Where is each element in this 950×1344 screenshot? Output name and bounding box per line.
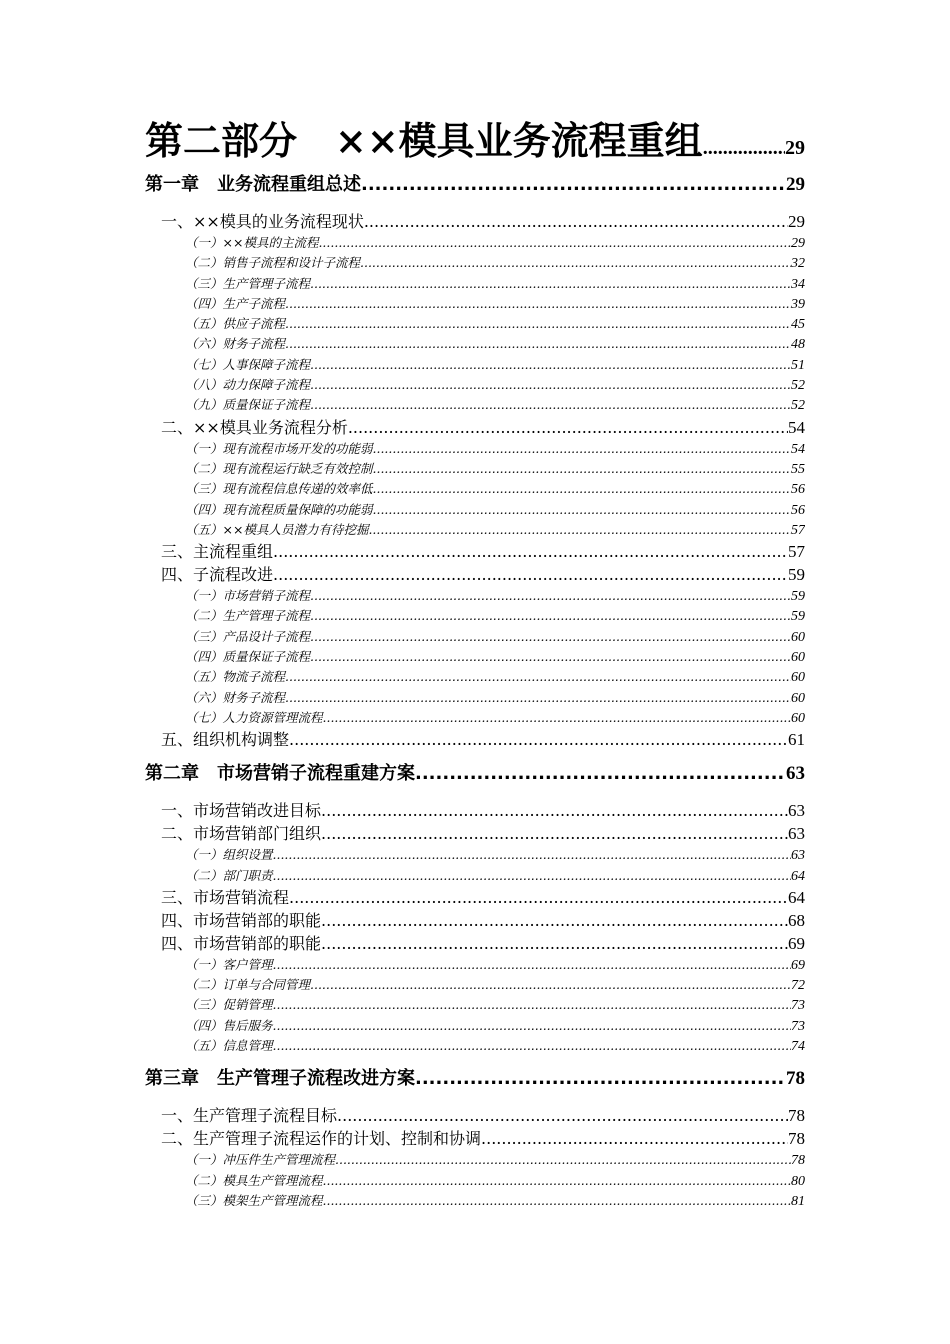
toc-section-page: 78 [788,1106,805,1126]
toc-subsection-title: （二）现有流程运行缺乏有效控制 [185,460,373,476]
toc-part-title: 第二部分 ××模具业务流程重组 [145,118,703,163]
toc-subsection[interactable] [145,1036,805,1056]
toc-section[interactable] [145,1127,805,1150]
toc-leader-dots [273,845,791,865]
toc-leader-dots [273,866,791,886]
toc-leader-dots [273,955,791,975]
toc-subsection-title: （三）模架生产管理流程 [185,1192,323,1208]
toc-subsection[interactable] [145,975,805,995]
toc-subsection-title: （五）××模具人员潜力有待挖掘 [185,521,369,537]
toc-chapter-page: 63 [786,763,805,785]
toc-section[interactable] [145,886,805,909]
toc-subsection-title: （五）物流子流程 [185,669,286,685]
toc-subsection-title: （一）现有流程市场开发的功能弱 [185,440,373,456]
toc-leader-dots [703,119,785,170]
toc-subsection-title: （三）产品设计子流程 [185,628,311,644]
toc-chapter-title: 第一章 业务流程重组总述 [145,174,361,195]
toc-leader-dots [373,479,791,499]
toc-leader-dots [310,647,791,667]
toc-subsection[interactable] [145,667,805,687]
toc-subsection-page: 48 [791,337,805,353]
toc-subsection-title: （一）冲压件生产管理流程 [185,1152,336,1168]
toc-subsection-title: （四）现有流程质量保障的功能弱 [185,501,373,517]
toc-section[interactable] [145,799,805,822]
toc-subsection-page: 72 [791,978,805,994]
toc-subsection[interactable] [145,627,805,647]
toc-subsection-page: 60 [791,629,805,645]
toc-subsection-page: 81 [791,1193,805,1209]
toc-subsection[interactable] [145,688,805,708]
toc-subsection-title: （一）××模具的主流程 [185,235,319,250]
toc-section-title: 五、组织机构调整 [161,730,290,750]
toc-subsection-title: （八）动力保障子流程 [185,377,311,393]
toc-section-title: 四、市场营销部的职能 [161,910,322,930]
toc-leader-dots [310,586,791,606]
toc-subsection-page: 54 [791,441,805,457]
toc-subsection-title: （二）订单与合同管理 [185,977,311,993]
toc-subsection-page: 63 [791,848,805,864]
toc-subsection-page: 59 [791,609,805,625]
toc-leader-dots [323,1171,791,1191]
toc-section-page: 61 [788,730,805,750]
table-of-contents [145,112,805,1211]
toc-subsection[interactable] [145,606,805,626]
toc-chapter-page: 29 [786,174,805,195]
toc-subsection-page: 73 [791,1018,805,1034]
toc-leader-dots [285,667,791,687]
toc-subsection[interactable] [145,1016,805,1036]
toc-section-page: 63 [788,824,805,844]
toc-leader-dots [348,416,788,439]
toc-subsection-title: （七）人力资源管理流程 [185,709,323,725]
toc-subsection-title: （九）质量保证子流程 [185,397,311,413]
toc-leader-dots [321,799,788,822]
toc-part-heading[interactable] [145,112,805,170]
toc-leader-dots [364,210,788,233]
toc-subsection[interactable] [145,233,805,253]
toc-leader-dots [415,759,786,789]
toc-leader-dots [318,233,791,253]
toc-subsection-title: （四）质量保证子流程 [185,649,311,665]
toc-leader-dots [310,375,791,395]
toc-subsection-title: （六）财务子流程 [185,689,286,705]
toc-subsection[interactable] [145,647,805,667]
toc-subsection-page: 73 [791,998,805,1014]
toc-leader-dots [310,395,791,415]
toc-section-title: 一、生产管理子流程目标 [161,1106,338,1126]
toc-chapter-page: 78 [786,1068,805,1090]
toc-subsection-page: 80 [791,1173,805,1189]
toc-subsection[interactable] [145,866,805,886]
toc-leader-dots [415,1064,786,1094]
toc-leader-dots [273,1016,791,1036]
toc-subsection-page: 45 [791,317,805,333]
toc-subsection-title: （三）现有流程信息传递的效率低 [185,481,373,497]
toc-leader-dots [289,886,788,909]
toc-subsection[interactable] [145,355,805,375]
toc-subsection-page: 74 [791,1039,805,1055]
toc-leader-dots [323,708,791,728]
toc-subsection-title: （二）生产管理子流程 [185,608,311,624]
toc-subsection[interactable] [145,253,805,273]
toc-subsection[interactable] [145,1150,805,1170]
toc-subsection[interactable] [145,520,805,540]
toc-section[interactable] [145,416,805,439]
toc-section-page: 54 [788,417,805,437]
toc-subsection[interactable] [145,294,805,314]
toc-subsection-page: 52 [791,398,805,414]
toc-leader-dots [310,355,791,375]
toc-subsection-page: 29 [791,236,805,251]
toc-subsection[interactable] [145,334,805,354]
toc-chapter[interactable] [145,759,805,789]
toc-leader-dots [368,520,791,540]
toc-subsection[interactable] [145,995,805,1015]
toc-subsection-page: 56 [791,502,805,518]
toc-subsection[interactable] [145,586,805,606]
toc-leader-dots [285,334,791,354]
toc-subsection-page: 64 [791,868,805,884]
toc-subsection-title: （三）促销管理 [185,997,273,1013]
toc-leader-dots [285,314,791,334]
toc-subsection-title: （一）组织设置 [185,847,273,863]
toc-subsection-page: 57 [791,522,805,538]
toc-section[interactable] [145,728,805,751]
toc-leader-dots [481,1127,788,1150]
toc-subsection[interactable] [145,708,805,728]
toc-subsection-page: 69 [791,957,805,973]
toc-subsection-title: （二）模具生产管理流程 [185,1172,323,1188]
toc-subsection-title: （一）客户管理 [185,956,273,972]
toc-subsection[interactable] [145,459,805,479]
toc-subsection[interactable] [145,439,805,459]
toc-subsection-page: 34 [791,276,805,292]
toc-subsection-title: （六）财务子流程 [185,336,286,352]
toc-subsection[interactable] [145,500,805,520]
toc-section-page: 29 [788,212,805,231]
toc-subsection[interactable] [145,274,805,294]
toc-section-title: 一、××模具的业务流程现状 [161,212,364,231]
toc-section[interactable] [145,932,805,955]
toc-leader-dots [289,728,788,751]
toc-leader-dots [273,540,788,563]
toc-subsection-page: 56 [791,482,805,498]
toc-section-page: 57 [788,542,805,562]
toc-subsection-page: 60 [791,650,805,666]
toc-subsection-title: （七）人事保障子流程 [185,356,311,372]
toc-section[interactable] [145,563,805,586]
toc-leader-dots [321,909,788,932]
toc-section-title: 三、市场营销流程 [161,887,290,907]
toc-section[interactable] [145,909,805,932]
toc-section[interactable] [145,1104,805,1127]
toc-subsection[interactable] [145,1191,805,1211]
toc-chapter-title: 第三章 生产管理子流程改进方案 [145,1068,415,1090]
toc-subsection-title: （五）供应子流程 [185,316,286,332]
toc-leader-dots [310,606,791,626]
toc-subsection[interactable] [145,375,805,395]
toc-leader-dots [337,1104,788,1127]
toc-subsection-title: （五）信息管理 [185,1038,273,1054]
toc-leader-dots [373,459,791,479]
toc-subsection[interactable] [145,479,805,499]
toc-subsection[interactable] [145,845,805,865]
toc-chapter[interactable] [145,1064,805,1094]
toc-subsection-title: （一）市场营销子流程 [185,588,311,604]
toc-leader-dots [285,294,791,314]
toc-leader-dots [310,975,791,995]
toc-section-page: 68 [788,910,805,930]
toc-leader-dots [373,439,791,459]
toc-section-page: 69 [788,933,805,953]
toc-subsection-page: 78 [791,1153,805,1169]
toc-leader-dots [321,822,788,845]
toc-subsection-title: （四）生产子流程 [185,295,286,311]
toc-subsection-page: 39 [791,296,805,312]
toc-leader-dots [273,563,788,586]
toc-section-title: 二、市场营销部门组织 [161,824,322,844]
toc-section-title: 二、××模具业务流程分析 [161,417,348,437]
toc-section-page: 78 [788,1129,805,1149]
toc-subsection-page: 55 [791,461,805,477]
toc-subsection-page: 51 [791,357,805,373]
toc-leader-dots [361,170,786,200]
toc-subsection-title: （四）售后服务 [185,1017,273,1033]
toc-subsection-page: 60 [791,690,805,706]
toc-subsection-page: 32 [791,256,805,272]
toc-part-page: 29 [785,137,805,159]
toc-section-title: 四、市场营销部的职能 [161,933,322,953]
toc-leader-dots [273,1036,791,1056]
toc-section-title: 二、生产管理子流程运作的计划、控制和协调 [161,1129,482,1149]
toc-section[interactable] [145,210,805,233]
toc-leader-dots [273,995,791,1015]
toc-section[interactable] [145,822,805,845]
toc-leader-dots [285,688,791,708]
toc-subsection[interactable] [145,395,805,415]
toc-subsection[interactable] [145,314,805,334]
toc-subsection[interactable] [145,1171,805,1191]
toc-leader-dots [323,1191,791,1211]
toc-leader-dots [335,1150,791,1170]
toc-chapter[interactable] [145,170,805,200]
toc-leader-dots [360,253,791,273]
toc-subsection-page: 52 [791,378,805,394]
toc-section-page: 64 [788,887,805,907]
toc-subsection[interactable] [145,955,805,975]
toc-section-page: 59 [788,565,805,585]
toc-subsection-page: 59 [791,589,805,605]
toc-subsection-page: 60 [791,710,805,726]
toc-section-title: 一、市场营销改进目标 [161,801,322,821]
toc-section-title: 三、主流程重组 [161,542,274,562]
toc-subsection-page: 60 [791,670,805,686]
toc-section[interactable] [145,540,805,563]
toc-subsection-title: （三）生产管理子流程 [185,275,311,291]
toc-leader-dots [310,274,791,294]
toc-section-title: 四、子流程改进 [161,565,274,585]
toc-chapter-title: 第二章 市场营销子流程重建方案 [145,763,415,785]
toc-subsection-title: （二）部门职责 [185,867,273,883]
toc-subsection-title: （二）销售子流程和设计子流程 [185,255,361,271]
toc-leader-dots [373,500,791,520]
toc-section-page: 63 [788,801,805,821]
toc-leader-dots [310,627,791,647]
toc-leader-dots [321,932,788,955]
